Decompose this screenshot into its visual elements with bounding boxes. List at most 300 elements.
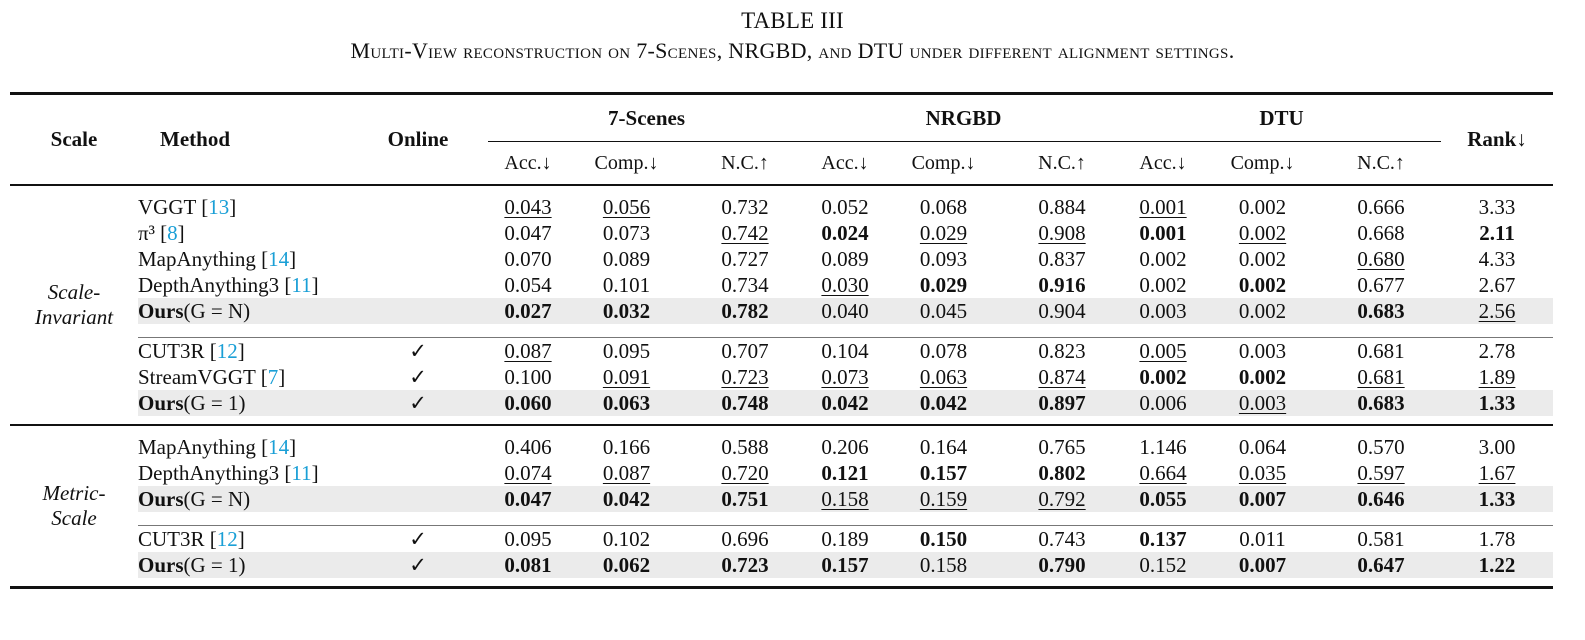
metric-cell [1204,194,1321,220]
cell-value: 0.581 [1357,526,1405,551]
metric-cell [1204,552,1321,578]
cell-value: 0.095 [504,526,552,551]
cell-value: 0.002 [1139,246,1187,271]
citation-link[interactable]: 14 [268,246,290,271]
cell-value: 0.052 [821,194,869,219]
cell-value: 0.683 [1357,390,1405,415]
method-setting: (G = 1) [183,390,246,415]
metric-cell [488,552,568,578]
metric-cell [488,220,568,246]
cell-value: 0.095 [602,338,651,363]
online-checkmark: ✓ [409,364,427,389]
rank-cell [1441,220,1553,246]
cell-value: 0.720 [721,460,769,485]
cell-value: 0.029 [919,272,968,297]
metric-cell [1321,552,1441,578]
cell-value: 0.068 [919,194,968,219]
metric-header: N.C.↑ [1038,151,1086,174]
metric-header: N.C.↑ [1357,151,1405,174]
cell-value: 2.78 [1478,338,1516,363]
cell-value: 0.006 [1139,390,1187,415]
citation: [14] [255,246,297,271]
metric-cell [568,364,685,390]
cell-value: 0.206 [821,434,869,459]
metric-cell [1002,298,1122,324]
online-checkmark: ✓ [409,526,427,551]
rank-cell [1441,526,1553,553]
cell-value: 0.782 [721,298,769,323]
metric-cell [885,390,1002,416]
online-checkmark [348,434,488,460]
table-row [10,390,1553,416]
rank-cell [1441,194,1553,220]
cell-value: 0.677 [1357,272,1405,297]
metric-cell [885,272,1002,298]
cell-value: 2.56 [1478,298,1516,323]
cell-value: 0.157 [919,460,968,485]
metric-cell [568,526,685,553]
metric-cell [1002,272,1122,298]
cell-value: 2.11 [1479,220,1515,245]
table-row [10,298,1553,324]
metric-cell [1321,338,1441,365]
cell-value: 0.054 [504,272,552,297]
metric-cell [805,338,885,365]
cell-value: 0.055 [1139,486,1187,511]
metric-cell [685,526,805,553]
metric-cell [1002,246,1122,272]
method-cell [138,364,348,390]
metric-cell [1122,338,1204,365]
metric-cell [805,220,885,246]
metric-cell [1002,552,1122,578]
table-row [10,272,1553,298]
online-checkmark: ✓ [348,552,488,578]
metric-cell [1321,460,1441,486]
cell-value: 0.035 [1238,460,1287,485]
metric-cell [805,526,885,553]
metric-cell [1122,194,1204,220]
metric-cell [1122,434,1204,460]
metric-cell [805,460,885,486]
metric-cell [1204,526,1321,553]
cell-value: 0.074 [504,460,552,485]
metric-cell [685,338,805,365]
metric-cell [685,552,805,578]
cell-value: 0.047 [504,486,552,511]
cell-value: 0.664 [1139,460,1187,485]
cell-value: 0.751 [721,486,769,511]
metric-cell [685,272,805,298]
cell-value: 0.668 [1357,220,1405,245]
cell-value: 0.157 [821,552,869,577]
cell-value: 0.683 [1357,298,1405,323]
cell-value: 0.159 [919,486,968,511]
cell-value: 0.087 [602,460,651,485]
metric-cell [488,338,568,365]
metric-cell [568,298,685,324]
cell-value: 0.874 [1038,364,1086,389]
online-checkmark [348,298,488,324]
header-rank: Rank↓ [1467,127,1527,151]
cell-value: 3.33 [1478,194,1516,219]
method-name: MapAnything [138,434,256,459]
cell-value: 0.150 [919,526,968,551]
table-row [10,552,1553,578]
cell-value: 3.00 [1478,434,1516,459]
metric-cell [885,486,1002,512]
metric-header: Comp.↓ [1230,151,1295,174]
metric-cell [805,246,885,272]
metric-cell [805,194,885,220]
cell-value: 0.002 [1238,220,1287,245]
cell-value: 0.002 [1139,364,1187,389]
metric-cell [568,220,685,246]
cell-value: 0.681 [1357,364,1405,389]
cell-value: 0.666 [1357,194,1405,219]
method-setting: (G = N) [183,486,251,511]
metric-cell [488,246,568,272]
metric-cell [488,272,568,298]
online-checkmark [348,460,488,486]
table-row [10,526,1553,553]
scale-label-line: Scale- [47,280,101,304]
cell-value: 0.802 [1038,460,1086,485]
citation: [7] [255,364,286,389]
metric-cell [488,194,568,220]
cell-value: 0.003 [1238,338,1287,363]
cell-value: 0.189 [821,526,869,551]
citation: [11] [279,272,319,297]
cell-value: 0.073 [821,364,869,389]
metric-cell [885,434,1002,460]
cell-value: 1.67 [1478,460,1516,485]
online-checkmark [348,272,488,298]
metric-cell [488,460,568,486]
online-checkmark [348,246,488,272]
method-name: CUT3R [138,526,205,551]
online-checkmark [348,194,488,220]
method-cell [138,298,348,324]
method-name: DepthAnything3 [138,272,280,297]
results-table [10,92,1553,589]
rank-cell [1441,390,1553,416]
metric-cell [885,194,1002,220]
metric-cell [685,460,805,486]
metric-cell [885,526,1002,553]
cell-value: 0.104 [821,338,869,363]
metric-cell [568,338,685,365]
method-setting: (G = 1) [183,552,246,577]
metric-cell [488,434,568,460]
metric-cell [1002,390,1122,416]
cell-value: 0.727 [721,246,769,271]
cell-value: 0.060 [504,390,552,415]
cell-value: 0.073 [602,220,651,245]
cell-value: 0.823 [1038,338,1086,363]
cell-value: 0.102 [602,526,651,551]
cell-value: 1.33 [1478,390,1516,415]
metric-header: N.C.↑ [721,151,769,174]
metric-cell [1122,220,1204,246]
metric-cell [1321,246,1441,272]
citation: [12] [204,338,245,363]
metric-cell [1122,526,1204,553]
metric-cell [1122,390,1204,416]
metric-cell [1321,390,1441,416]
metric-cell [685,364,805,390]
method-cell [138,246,348,272]
metric-cell [1321,220,1441,246]
cell-value: 0.062 [602,552,651,577]
metric-cell [568,434,685,460]
cell-value: 0.166 [602,434,651,459]
metric-header: Acc.↓ [504,151,552,174]
cell-value: 4.33 [1478,246,1516,271]
scale-label-line: Scale [51,506,97,530]
metric-cell [1204,246,1321,272]
cell-value: 0.087 [504,338,552,363]
method-cell [138,460,348,486]
cell-value: 0.003 [1139,298,1187,323]
cell-value: 2.67 [1478,272,1516,297]
table-row [10,246,1553,272]
cell-value: 0.100 [504,364,552,389]
citation-link[interactable]: 8 [167,220,178,245]
cell-value: 0.837 [1038,246,1086,271]
cell-value: 0.137 [1139,526,1187,551]
cell-value: 0.030 [821,272,869,297]
cell-value: 0.032 [602,298,651,323]
rank-cell [1441,246,1553,272]
metric-cell [1321,272,1441,298]
method-name: Ours [138,552,184,577]
metric-cell [1122,298,1204,324]
metric-header: Acc.↓ [821,151,869,174]
cell-value: 1.89 [1478,364,1516,389]
method-cell [138,338,348,365]
metric-cell [1122,246,1204,272]
cell-value: 0.121 [821,460,869,485]
cell-value: 0.765 [1038,434,1086,459]
metric-header: Comp.↓ [594,151,659,174]
metric-cell [685,434,805,460]
metric-cell [568,272,685,298]
metric-cell [1321,486,1441,512]
method-setting: (G = N) [183,298,251,323]
metric-cell [805,390,885,416]
table-body [10,185,1553,588]
metric-cell [1122,460,1204,486]
metric-cell [1321,434,1441,460]
cell-value: 0.063 [602,390,651,415]
metric-cell [1002,434,1122,460]
cell-value: 0.742 [721,220,769,245]
header-group-7scenes: 7-Scenes [488,94,805,142]
metric-cell [1002,486,1122,512]
cell-value: 0.040 [821,298,869,323]
metric-cell [1122,486,1204,512]
metric-cell [1204,298,1321,324]
cell-value: 0.078 [919,338,968,363]
metric-cell [1204,220,1321,246]
cell-value: 0.001 [1139,220,1187,245]
cell-value: 0.029 [919,220,968,245]
table-row [10,364,1553,390]
online-checkmark: ✓ [348,390,488,416]
metric-cell [885,298,1002,324]
rank-cell [1441,364,1553,390]
cell-value: 0.002 [1238,272,1287,297]
metric-cell [568,486,685,512]
metric-cell [885,220,1002,246]
metric-cell [685,194,805,220]
metric-cell [1122,272,1204,298]
metric-cell [805,364,885,390]
cell-value: 0.056 [602,194,651,219]
header-online: Online [387,127,449,151]
metric-cell [1321,298,1441,324]
cell-value: 0.680 [1357,246,1405,271]
cell-value: 0.597 [1357,460,1405,485]
cell-value: 0.158 [919,552,968,577]
metric-cell [488,298,568,324]
cell-value: 0.024 [821,220,869,245]
metric-cell [1204,364,1321,390]
method-name: MapAnything [138,246,256,271]
cell-value: 0.042 [602,486,651,511]
rank-cell [1441,460,1553,486]
metric-cell [885,552,1002,578]
cell-value: 0.164 [919,434,968,459]
citation-link[interactable]: 12 [216,338,238,363]
method-cell [138,194,348,220]
metric-cell [1321,194,1441,220]
metric-cell [568,390,685,416]
metric-cell [488,526,568,553]
cell-value: 0.904 [1038,298,1086,323]
rank-cell [1441,552,1553,578]
method-cell [138,220,348,246]
citation: [14] [255,434,297,459]
metric-cell [568,460,685,486]
citation-link[interactable]: 11 [291,460,312,485]
citation-link[interactable]: 13 [208,194,230,219]
cell-value: 0.406 [504,434,552,459]
metric-cell [885,246,1002,272]
cell-value: 0.646 [1357,486,1405,511]
metric-cell [568,552,685,578]
table-caption: Multi-View reconstruction on 7-Scenes, NRGBD, and DTU under different alignment settings. [350,38,1235,63]
cell-value: 0.047 [504,220,552,245]
header-group-dtu: DTU [1122,94,1441,142]
table-row [10,194,1553,220]
method-cell [138,390,348,416]
cell-value: 0.696 [721,526,769,551]
method-name: Ours [138,298,184,323]
cell-value: 0.042 [821,390,869,415]
cell-value: 0.027 [504,298,552,323]
method-name: π³ [138,220,155,245]
cell-value: 0.064 [1238,434,1287,459]
cell-value: 0.884 [1038,194,1086,219]
cell-value: 0.732 [721,194,769,219]
cell-value: 0.792 [1038,486,1086,511]
cell-value: 0.070 [504,246,552,271]
cell-value: 1.33 [1478,486,1516,511]
metric-cell [1122,364,1204,390]
metric-cell [1002,364,1122,390]
citation-link[interactable]: 14 [268,434,290,459]
cell-value: 0.045 [919,298,968,323]
metric-cell [1321,364,1441,390]
scale-label [10,185,138,425]
cell-value: 0.007 [1238,552,1287,577]
cell-value: 0.003 [1238,390,1287,415]
cell-value: 1.146 [1139,434,1187,459]
citation-link[interactable]: 12 [216,526,238,551]
metric-cell [488,364,568,390]
method-name: CUT3R [138,338,205,363]
citation: [11] [279,460,319,485]
citation: [13] [195,194,237,219]
rank-cell [1441,272,1553,298]
cell-value: 1.22 [1478,552,1516,577]
method-name: Ours [138,486,184,511]
citation-link[interactable]: 11 [291,272,312,297]
metric-cell [1204,460,1321,486]
metric-header: Acc.↓ [1139,151,1187,174]
table-row [10,434,1553,460]
metric-cell [805,552,885,578]
cell-value: 0.011 [1239,526,1286,551]
metric-cell [805,434,885,460]
rank-cell [1441,298,1553,324]
header-scale: Scale [50,127,98,151]
cell-value: 0.063 [919,364,968,389]
scale-label-line: Metric- [42,481,106,505]
scale-label-line: Invariant [34,305,114,329]
cell-value: 0.002 [1238,246,1287,271]
cell-value: 0.734 [721,272,769,297]
citation-link[interactable]: 7 [267,364,279,389]
metric-cell [1204,486,1321,512]
header-method: Method [160,127,230,151]
method-cell [138,552,348,578]
metric-cell [685,220,805,246]
cell-value: 0.042 [919,390,968,415]
cell-value: 1.78 [1478,526,1516,551]
cell-value: 0.089 [821,246,869,271]
method-name: StreamVGGT [138,364,256,389]
cell-value: 0.089 [602,246,651,271]
cell-value: 0.001 [1139,194,1187,219]
scale-label [10,425,138,588]
online-checkmark [348,486,488,512]
method-cell [138,272,348,298]
metric-cell [1204,338,1321,365]
method-cell [138,526,348,553]
cell-value: 0.093 [919,246,968,271]
method-cell [138,434,348,460]
citation: [8] [154,220,185,245]
cell-value: 0.681 [1357,338,1405,363]
metric-cell [805,486,885,512]
table-row [10,220,1553,246]
metric-cell [1002,460,1122,486]
method-cell [138,486,348,512]
metric-cell [805,298,885,324]
